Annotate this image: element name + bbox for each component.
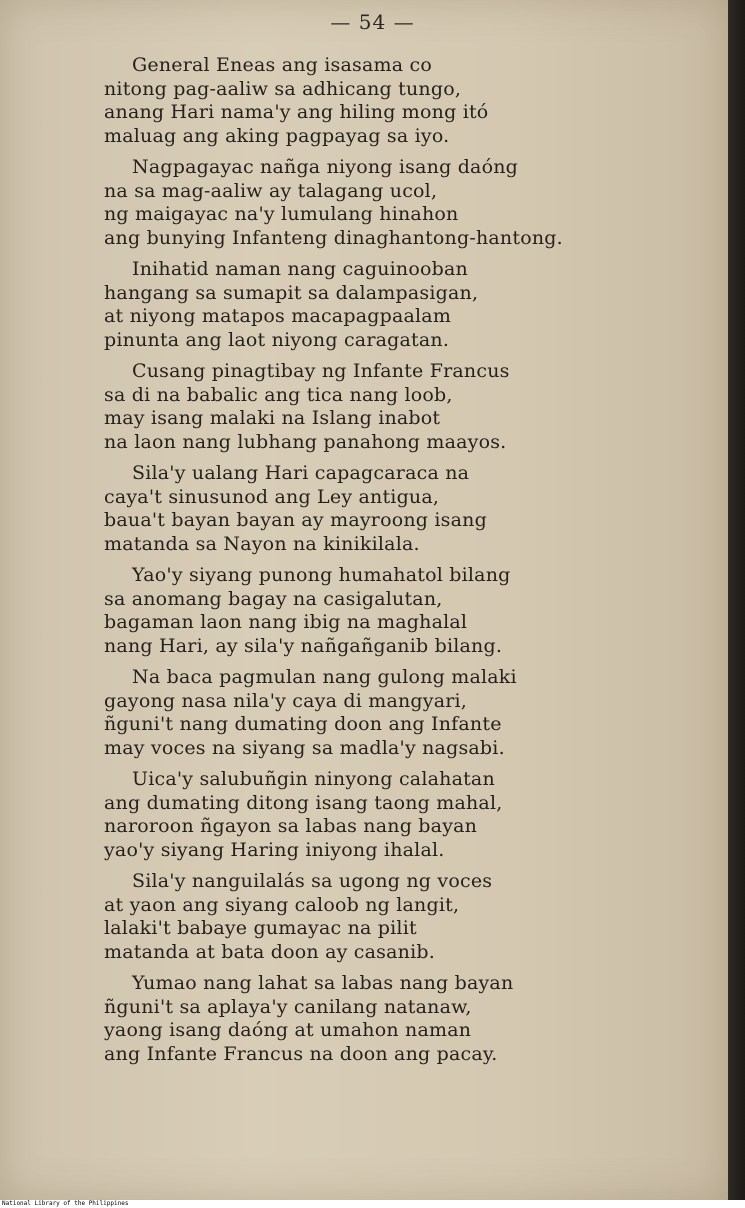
verse-line: ang Infante Francus na doon ang pacay. bbox=[104, 1042, 498, 1065]
verse-line: lalaki't babaye gumayac na pilit bbox=[104, 917, 417, 939]
poem-body bbox=[104, 54, 714, 1074]
stanza bbox=[104, 462, 714, 556]
verse-line: at yaon ang siyang caloob ng langit, bbox=[104, 893, 460, 916]
stanza bbox=[104, 156, 714, 250]
verse-line: bagaman laon nang ibig na maghalal bbox=[104, 611, 468, 633]
verse-line: na sa mag-aaliw ay talagang ucol, bbox=[104, 179, 438, 202]
verse-line: ang bunying Infanteng dinaghantong-hantong. bbox=[104, 226, 563, 249]
library-credit: National Library of the Philippines bbox=[2, 1200, 129, 1207]
verse-line: Yao'y siyang punong humahatol bilang bbox=[132, 564, 511, 586]
verse-line: ang dumating ditong isang taong mahal, bbox=[104, 791, 503, 814]
stanza bbox=[104, 360, 714, 454]
verse-line: may voces na siyang sa madla'y nagsabi. bbox=[104, 736, 505, 759]
stanza bbox=[104, 870, 714, 964]
verse-line: ng maigayac na'y lumulang hinahon bbox=[104, 203, 459, 225]
stanza bbox=[104, 972, 714, 1066]
verse-line: anang Hari nama'y ang hiling mong itó bbox=[104, 101, 489, 123]
stanza bbox=[104, 258, 714, 352]
verse-line: matanda at bata doon ay casanib. bbox=[104, 940, 435, 963]
stanza bbox=[104, 768, 714, 862]
verse-line: may isang malaki na Islang inabot bbox=[104, 407, 441, 429]
verse-line: General Eneas ang isasama co bbox=[132, 54, 432, 76]
verse-line: baua't bayan bayan ay mayroong isang bbox=[104, 509, 487, 531]
verse-line: Na baca pagmulan nang gulong malaki bbox=[132, 666, 517, 688]
page-number: — 54 — bbox=[330, 10, 415, 34]
verse-line: Sila'y ualang Hari capagcaraca na bbox=[132, 462, 470, 484]
stanza bbox=[104, 666, 714, 760]
verse-line: Inihatid naman nang caguinooban bbox=[132, 258, 468, 280]
verse-line: caya't sinusunod ang Ley antigua, bbox=[104, 485, 440, 508]
verse-line: hangang sa sumapit sa dalampasigan, bbox=[104, 281, 479, 304]
verse-line: matanda sa Nayon na kinikilala. bbox=[104, 532, 420, 555]
stanza bbox=[104, 564, 714, 658]
verse-line: maluag ang aking pagpayag sa iyo. bbox=[104, 124, 450, 147]
verse-line: sa anomang bagay na casigalutan, bbox=[104, 587, 443, 610]
verse-line: ñguni't sa aplaya'y canilang natanaw, bbox=[104, 995, 472, 1018]
verse-line: na laon nang lubhang panahong maayos. bbox=[104, 430, 507, 453]
verse-line: nang Hari, ay sila'y nañgañganib bilang. bbox=[104, 634, 503, 657]
stanza bbox=[104, 54, 714, 148]
verse-line: at niyong matapos macapagpaalam bbox=[104, 305, 452, 327]
verse-line: naroroon ñgayon sa labas nang bayan bbox=[104, 815, 478, 837]
verse-line: Uica'y salubuñgin ninyong calahatan bbox=[132, 768, 495, 790]
verse-line: nitong pag-aaliw sa adhicang tungo, bbox=[104, 77, 462, 100]
page-edge-shadow bbox=[728, 0, 745, 1200]
verse-line: yaong isang daóng at umahon naman bbox=[104, 1019, 472, 1041]
verse-line: Nagpagayac nañga niyong isang daóng bbox=[132, 156, 519, 178]
verse-line: Sila'y nanguilalás sa ugong ng voces bbox=[132, 870, 493, 892]
verse-line: gayong nasa nila'y caya di mangyari, bbox=[104, 689, 468, 712]
verse-line: pinunta ang laot niyong caragatan. bbox=[104, 328, 450, 351]
verse-line: Yumao nang lahat sa labas nang bayan bbox=[132, 972, 514, 994]
verse-line: sa di na babalic ang tica nang loob, bbox=[104, 383, 453, 406]
verse-line: Cusang pinagtibay ng Infante Francus bbox=[132, 360, 510, 382]
verse-line: yao'y siyang Haring iniyong ihalal. bbox=[104, 838, 445, 861]
verse-line: ñguni't nang dumating doon ang Infante bbox=[104, 713, 502, 735]
